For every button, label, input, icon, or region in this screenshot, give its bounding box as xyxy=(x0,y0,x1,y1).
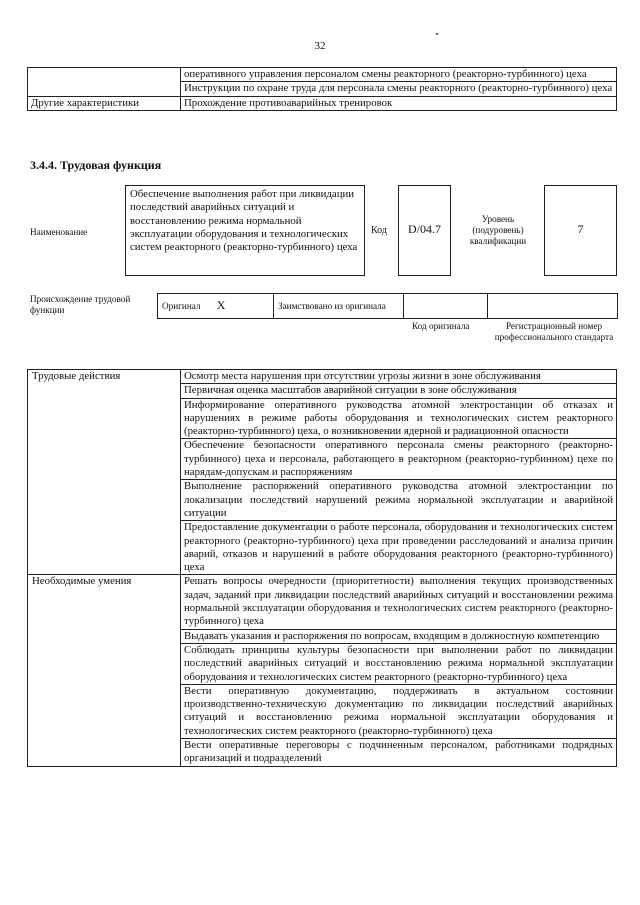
row-text: оперативного управления персоналом смены реакторного (реакторно-турбинного) цеха xyxy=(181,68,617,82)
row-text: Прохождение противоаварийных тренировок xyxy=(181,96,617,110)
reg-caption: Регистрационный номер профессионального стандарта xyxy=(494,321,614,342)
skills-label: Необходимые умения xyxy=(28,575,181,766)
table-row xyxy=(28,575,617,629)
table-row xyxy=(158,294,618,319)
original-code-cell xyxy=(404,294,488,319)
labor-action-item: Обеспечение безопасности оперативного персонала смены реакторного (реакторно-турбинного) цеха и персонала, работающего в реакторном (реакторно-турбинном) цехе по нарядам-допускам и распоряжениям xyxy=(181,439,617,480)
labor-actions-label: Трудовые действия xyxy=(28,370,181,575)
code-label: Код xyxy=(371,225,387,236)
skill-item: Вести оперативную документацию, поддерживать в актуальном состоянии производственно-техническую документацию по ликвидации последствий аварийных ситуаций и восстановлению режима нормальной эксплуатации оборудования и технологических систем реакторного (реакторно-турбинного) цеха xyxy=(181,684,617,738)
function-name-box: Обеспечение выполнения работ при ликвидации последствий аварийных ситуаций и восстановлению режима нормальной эксплуатации оборудования и технологических систем реакторного (реакторно-турбинного) цеха xyxy=(125,185,365,276)
level-value: 7 xyxy=(577,222,584,236)
code-box xyxy=(398,185,451,276)
function-table xyxy=(27,369,617,767)
level-box xyxy=(544,185,617,276)
labor-action-item: Первичная оценка масштабов аварийной ситуации в зоне обслуживания xyxy=(181,384,617,398)
name-label: Наименование xyxy=(30,227,88,237)
row-label xyxy=(28,68,181,82)
original-cell xyxy=(158,294,274,319)
level-label: Уровень (подуровень) квалификации xyxy=(469,214,527,246)
skill-item: Решать вопросы очередности (приоритетности) выполнения текущих производственных задач, заданий при ликвидации последствий аварийных ситуаций и восстановлении режима нормальной эксплуатации оборудования и технологических систем реакторного (реакторно-турбинного) цеха xyxy=(181,575,617,629)
table-row xyxy=(28,370,617,384)
continuation-table xyxy=(27,67,617,111)
original-label: Оригинал xyxy=(162,301,201,311)
skill-item: Соблюдать принципы культуры безопасности при выполнении работ по ликвидации последствий аварийных ситуаций и восстановлению режима нормальной эксплуатации оборудования и технологических систем реакторного (реакторно-турбинного) цеха xyxy=(181,643,617,684)
code-value: D/04.7 xyxy=(408,222,441,236)
origin-label: Происхождение трудовой функции xyxy=(30,294,131,315)
labor-action-item: Предоставление документации о работе персонала, оборудования и технологических систем реакторного (реакторно-турбинного) цеха при проведении расследований и анализа причин аварий, отказов и нарушений в работе оборудования реакторного (реакторно-турбинного) цеха xyxy=(181,521,617,575)
skill-item: Вести оперативные переговоры с подчиненным персоналом, работниками подрядных организаций и подразделений xyxy=(181,739,617,767)
labor-action-item: Осмотр места нарушения при отсутствии угрозы жизни в зоне обслуживания xyxy=(181,370,617,384)
skill-item: Выдавать указания и распоряжения по вопросам, входящим в должностную компетенцию xyxy=(181,629,617,643)
origin-table xyxy=(157,293,618,319)
table-row xyxy=(28,68,617,82)
section-title: 3.4.4. Трудовая функция xyxy=(30,158,162,172)
row-label: Другие характеристики xyxy=(28,96,181,110)
labor-action-item: Выполнение распоряжений оперативного руководства атомной электростанции по локализации последствий нарушений режима нормальной эксплуатации и аварийной ситуации xyxy=(181,480,617,521)
borrowed-cell: Заимствовано из оригинала xyxy=(274,294,404,319)
table-row xyxy=(28,96,617,110)
reg-number-cell xyxy=(488,294,618,319)
page-number: 32 xyxy=(314,40,326,52)
table-row xyxy=(28,82,617,96)
row-text: Инструкции по охране труда для персонала смены реакторного (реакторно-турбинного) цеха xyxy=(181,82,617,96)
original-mark: X xyxy=(216,298,226,312)
scan-speck xyxy=(436,33,438,35)
code-caption: Код оригинала xyxy=(412,321,470,331)
row-label xyxy=(28,82,181,96)
labor-action-item: Информирование оперативного руководства атомной электростанции об отказах и нарушениях в режиме работы оборудования и технологических систем реакторного (реакторно-турбинного) цеха, о возникновении ядерной и радиационной опасности xyxy=(181,398,617,439)
